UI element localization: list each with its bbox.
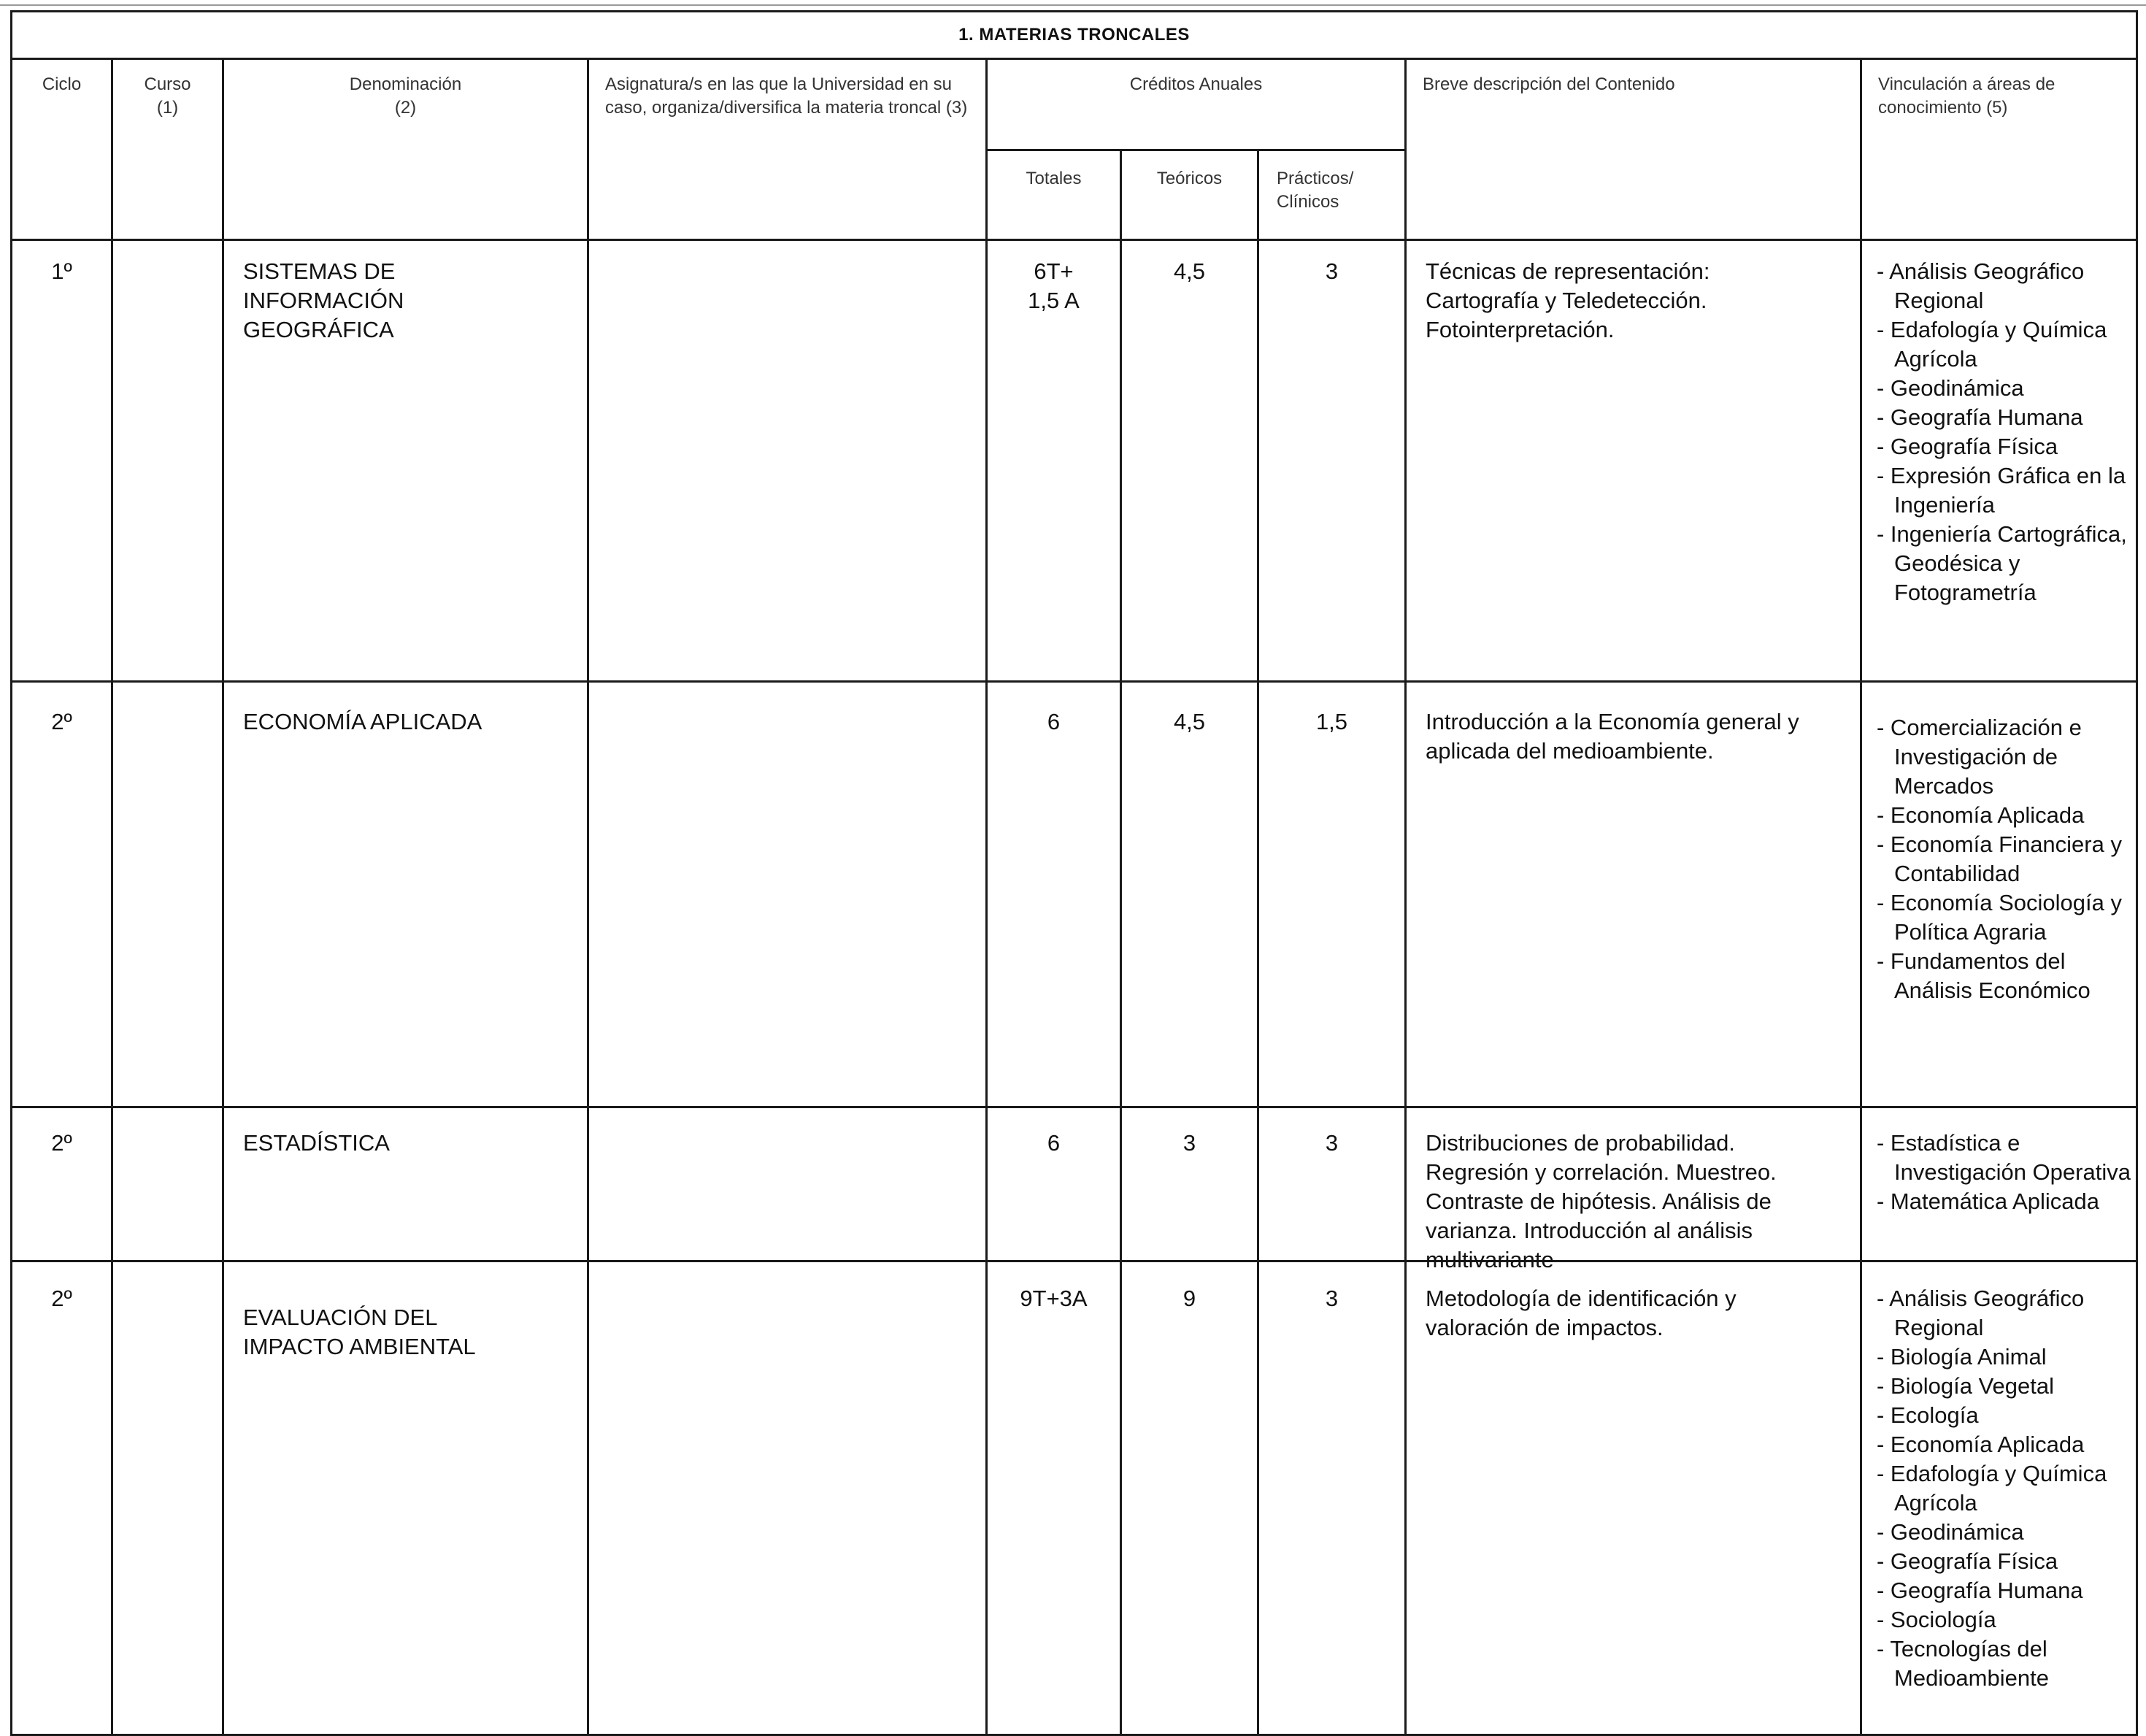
- list-item: - Economía Aplicada: [1877, 1432, 2085, 1457]
- list-item: - Economía Sociología y Política Agraria: [1877, 890, 2123, 945]
- cell-curso: [112, 1107, 223, 1261]
- areas-list: [1877, 713, 2131, 1005]
- header-creditos-anuales: Créditos Anuales: [987, 59, 1406, 150]
- list-item: - Edafología y Química Agrícola: [1877, 317, 2107, 372]
- table-row: [12, 1261, 2137, 1735]
- cell-teoricos: 3: [1121, 1107, 1258, 1261]
- list-item: - Edafología y Química Agrícola: [1877, 1461, 2107, 1516]
- cell-areas: [1861, 1107, 2137, 1261]
- cell-curso: [112, 682, 223, 1107]
- cell-descripcion: Metodología de identificación y valoración de impactos.: [1406, 1261, 1861, 1735]
- list-item: - Estadística e Investigación Operativa: [1877, 1130, 2131, 1185]
- header-curso: Curso (1): [112, 59, 223, 240]
- cell-ciclo: 1º: [12, 240, 112, 682]
- document-page: [10, 10, 2136, 1689]
- list-item: - Sociología: [1877, 1607, 1996, 1632]
- header-vinculacion: Vinculación a áreas de conocimiento (5): [1861, 59, 2137, 240]
- list-item: - Economía Financiera y Contabilidad: [1877, 831, 2122, 886]
- list-item: - Biología Animal: [1877, 1344, 2047, 1370]
- cell-areas: [1861, 1261, 2137, 1735]
- header-denominacion: Denominación (2): [223, 59, 588, 240]
- areas-list: [1877, 1284, 2131, 1693]
- list-item: - Matemática Aplicada: [1877, 1188, 2099, 1214]
- list-item: - Geografía Física: [1877, 1548, 2058, 1574]
- areas-list: [1877, 257, 2131, 607]
- header-descripcion: Breve descripción del Contenido: [1406, 59, 1861, 240]
- cell-asignaturas: [588, 682, 987, 1107]
- cell-asignaturas: [588, 1261, 987, 1735]
- cell-denominacion: SISTEMAS DE INFORMACIÓN GEOGRÁFICA: [223, 240, 588, 682]
- table-row: [12, 240, 2137, 682]
- cell-areas: [1861, 682, 2137, 1107]
- descripcion-text: Distribuciones de probabilidad. Regresión y correlación. Muestreo. Contraste de hipótesis. Análisis de varianza. Introducción al análisis multivariante: [1426, 1130, 1777, 1272]
- list-item: - Ecología: [1877, 1402, 1979, 1428]
- cell-descripcion: Técnicas de representación: Cartografía y Teledetección. Fotointerpretación.: [1406, 240, 1861, 682]
- table-row: [12, 1107, 2137, 1261]
- cell-ciclo: 2º: [12, 682, 112, 1107]
- cell-ciclo: 2º: [12, 1107, 112, 1261]
- list-item: - Geografía Física: [1877, 434, 2058, 459]
- cell-descripcion: [1406, 1107, 1861, 1272]
- cell-practicos: 3: [1258, 240, 1406, 682]
- list-item: - Ingeniería Cartográfica, Geodésica y Fotogrametría: [1877, 521, 2127, 605]
- table-row: [12, 682, 2137, 1107]
- header-asignaturas: Asignatura/s en las que la Universidad en su caso, organiza/diversifica la materia troncal (3): [588, 59, 987, 240]
- cell-practicos: 1,5: [1258, 682, 1406, 1107]
- cell-teoricos: 4,5: [1121, 240, 1258, 682]
- cell-areas: [1861, 240, 2137, 682]
- list-item: - Comercialización e Investigación de Mercados: [1877, 715, 2082, 799]
- cell-curso: [112, 1261, 223, 1735]
- cell-asignaturas: [588, 240, 987, 682]
- list-item: - Expresión Gráfica en la Ingeniería: [1877, 463, 2126, 518]
- cell-totales: 6: [987, 1107, 1121, 1261]
- cell-denominacion: ESTADÍSTICA: [223, 1107, 588, 1261]
- list-item: - Geodinámica: [1877, 375, 2024, 401]
- list-item: - Análisis Geográfico Regional: [1877, 258, 2085, 313]
- list-item: - Tecnologías del Medioambiente: [1877, 1636, 2049, 1691]
- header-totales: Totales: [987, 150, 1121, 240]
- cell-denominacion: EVALUACIÓN DEL IMPACTO AMBIENTAL: [223, 1261, 588, 1735]
- materias-troncales-table: [10, 10, 2138, 1736]
- header-ciclo: Ciclo: [12, 59, 112, 240]
- cell-totales: 9T+3A: [987, 1261, 1121, 1735]
- cell-denominacion: ECONOMÍA APLICADA: [223, 682, 588, 1107]
- cell-teoricos: 4,5: [1121, 682, 1258, 1107]
- cell-practicos: 3: [1258, 1261, 1406, 1735]
- list-item: - Economía Aplicada: [1877, 802, 2085, 828]
- areas-list: [1877, 1129, 2131, 1216]
- header-teoricos: Teóricos: [1121, 150, 1258, 240]
- cell-asignaturas: [588, 1107, 987, 1261]
- list-item: - Geografía Humana: [1877, 1578, 2083, 1603]
- header-practicos: Prácticos/ Clínicos: [1258, 150, 1406, 240]
- list-item: - Geografía Humana: [1877, 404, 2083, 430]
- cell-ciclo: 2º: [12, 1261, 112, 1735]
- list-item: - Biología Vegetal: [1877, 1373, 2055, 1399]
- list-item: - Fundamentos del Análisis Económico: [1877, 948, 2091, 1003]
- cell-teoricos: 9: [1121, 1261, 1258, 1735]
- list-item: - Análisis Geográfico Regional: [1877, 1286, 2085, 1340]
- cell-curso: [112, 240, 223, 682]
- list-item: - Geodinámica: [1877, 1519, 2024, 1545]
- scan-top-border: [0, 4, 2146, 6]
- cell-descripcion: Introducción a la Economía general y aplicada del medioambiente.: [1406, 682, 1861, 1107]
- cell-totales: 6: [987, 682, 1121, 1107]
- cell-totales: 6T+ 1,5 A: [987, 240, 1121, 682]
- cell-practicos: 3: [1258, 1107, 1406, 1261]
- table-title: 1. MATERIAS TRONCALES: [12, 12, 2137, 59]
